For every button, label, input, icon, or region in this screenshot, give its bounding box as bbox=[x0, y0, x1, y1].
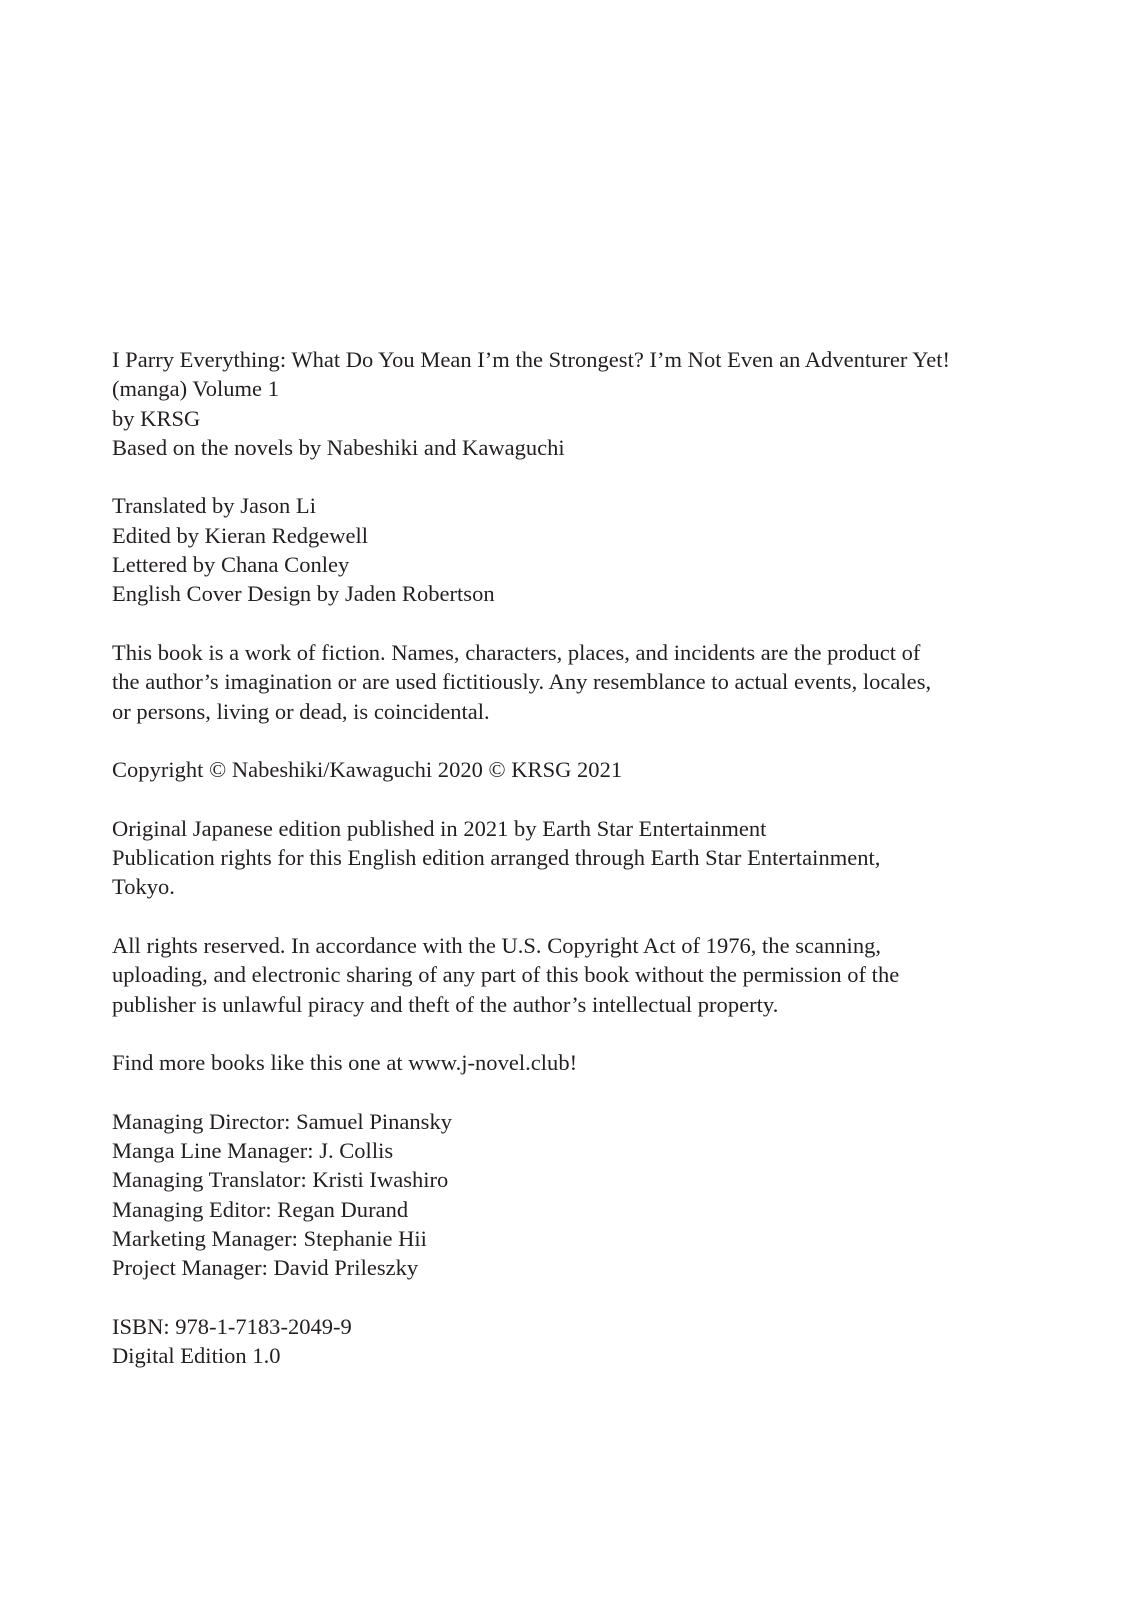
publication-line: Publication rights for this English edition arranged through Earth Star Entertainment, bbox=[112, 845, 881, 871]
rights-line: publisher is unlawful piracy and theft of the author’s intellectual property. bbox=[112, 991, 779, 1017]
book-title: I Parry Everything: What Do You Mean I’m the Strongest? I’m Not Even an Adventurer Yet! bbox=[112, 347, 951, 372]
disclaimer-line: This book is a work of fiction. Names, characters, places, and incidents are the product of bbox=[112, 639, 921, 665]
staff-entry: Marketing Manager: Stephanie Hii bbox=[112, 1225, 427, 1251]
find-more-prefix: Find more books like this one at bbox=[112, 1050, 409, 1076]
isbn: ISBN: 978-1-7183-2049-9 bbox=[112, 1313, 352, 1339]
staff-list bbox=[112, 1107, 1072, 1283]
find-more-line bbox=[112, 1048, 1072, 1077]
translator-credit: Translated by Jason Li bbox=[112, 493, 316, 519]
find-more-suffix: ! bbox=[569, 1050, 578, 1076]
rights-line: All rights reserved. In accordance with the U.S. Copyright Act of 1976, the scanning, bbox=[112, 932, 882, 958]
cover-design-credit: English Cover Design by Jaden Robertson bbox=[112, 581, 495, 607]
volume-label: (manga) Volume 1 bbox=[112, 376, 279, 402]
edition-version: Digital Edition 1.0 bbox=[112, 1343, 281, 1369]
fiction-disclaimer bbox=[112, 638, 1072, 726]
credits-block bbox=[112, 491, 1072, 608]
find-more-block bbox=[112, 1048, 1072, 1077]
disclaimer-line: the author’s imagination or are used fictitiously. Any resemblance to actual events, locales, bbox=[112, 669, 932, 695]
editor-credit: Edited by Kieran Redgewell bbox=[112, 522, 369, 548]
disclaimer-line: or persons, living or dead, is coincidental. bbox=[112, 698, 490, 724]
staff-entry: Project Manager: David Prileszky bbox=[112, 1255, 419, 1281]
rights-notice bbox=[112, 931, 1072, 1019]
publication-notice bbox=[112, 814, 1072, 902]
copyright-notice bbox=[112, 755, 1072, 784]
letterer-credit: Lettered by Chana Conley bbox=[112, 552, 350, 578]
staff-entry: Managing Translator: Kristi Iwashiro bbox=[112, 1167, 449, 1193]
copyright-line: Copyright © Nabeshiki/Kawaguchi 2020 © KRSG 2021 bbox=[112, 757, 623, 783]
based-on-credit: Based on the novels by Nabeshiki and Kawaguchi bbox=[112, 434, 565, 460]
title-block bbox=[112, 345, 1072, 462]
edition-info bbox=[112, 1312, 1072, 1371]
staff-entry: Managing Editor: Regan Durand bbox=[112, 1196, 409, 1222]
staff-entry: Manga Line Manager: J. Collis bbox=[112, 1138, 394, 1164]
artist-credit: by KRSG bbox=[112, 405, 201, 431]
staff-entry: Managing Director: Samuel Pinansky bbox=[112, 1108, 452, 1134]
rights-line: uploading, and electronic sharing of any part of this book without the permission of the bbox=[112, 962, 900, 988]
publication-line: Tokyo. bbox=[112, 874, 175, 900]
website-link[interactable]: www.j-novel.club bbox=[408, 1050, 570, 1076]
page-content bbox=[112, 345, 1072, 1370]
publication-line: Original Japanese edition published in 2021 by Earth Star Entertainment bbox=[112, 815, 767, 841]
